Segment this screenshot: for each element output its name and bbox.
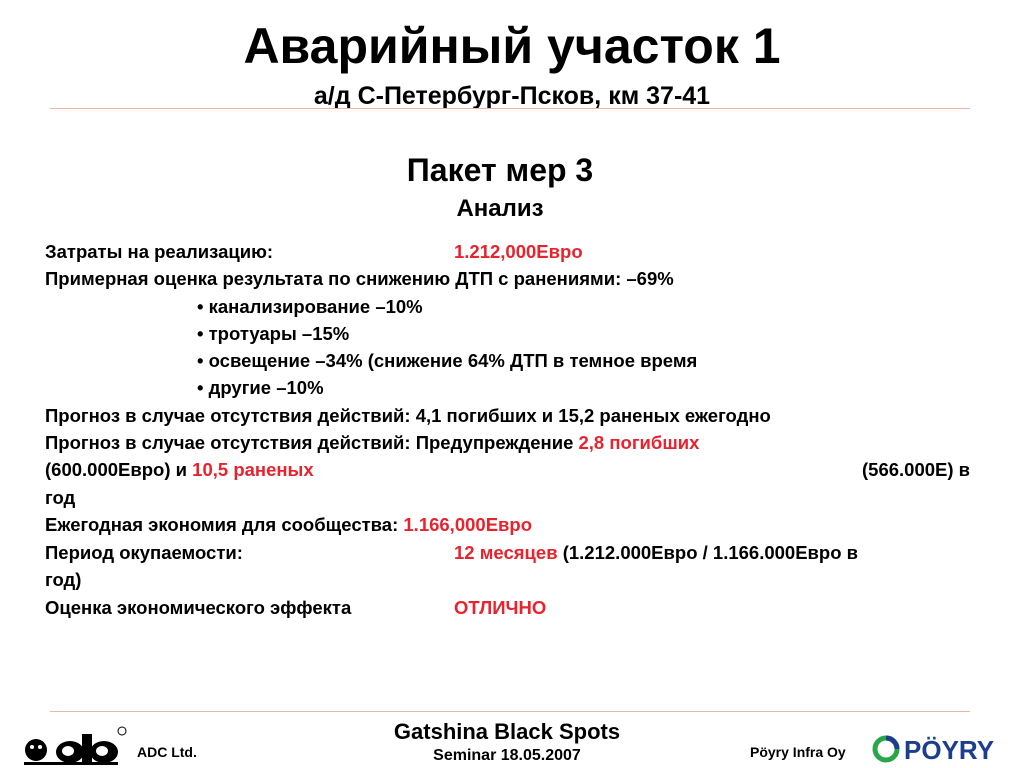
cost-row	[45, 238, 273, 265]
footer-title: Gatshina Black Spots	[393, 719, 621, 744]
savings-line	[45, 511, 532, 538]
prevention-cost-right: (566.000Е) в	[862, 459, 971, 480]
footer-subtitle: Seminar 18.05.2007	[433, 747, 581, 764]
prevention-injured: 10,5 раненых	[192, 459, 314, 480]
forecast-line: Прогноз в случае отсутствия действий: 4,1 погибших и 15,2 раненых ежегодно	[45, 405, 771, 426]
payback-value-row	[454, 539, 858, 566]
page-title: Аварийный участок 1	[243, 18, 781, 74]
payback-label: Период окупаемости:	[45, 542, 243, 563]
eval-value: ОТЛИЧНО	[454, 597, 547, 618]
eval-label: Оценка экономического эффекта	[45, 597, 352, 618]
cost-value: 1.212,000Евро	[454, 241, 583, 262]
prevention-line	[45, 429, 699, 456]
payback-detail: (1.212.000Евро / 1.166.000Евро в	[557, 542, 859, 563]
savings-value: 1.166,000Евро	[403, 514, 533, 535]
payback-value: 12 месяцев	[454, 542, 558, 563]
savings-label: Ежегодная экономия для сообщества:	[45, 514, 404, 535]
page-subtitle: а/д С-Петербург-Псков, км 37-41	[313, 82, 711, 110]
prevention-deaths: 2,8 погибших	[578, 432, 700, 453]
bullet-item: • освещение –34% (снижение 64% ДТП в темное время	[197, 350, 698, 371]
header-divider	[50, 108, 970, 109]
poyry-logo	[872, 733, 1020, 765]
prevention-cost-prefix: (600.000Евро) и	[45, 459, 193, 480]
prevention-prefix: Прогноз в случае отсутствия действий: Предупреждение	[45, 432, 579, 453]
poyry-logo-text: PÖYRY	[904, 735, 995, 765]
section-title: Пакет мер 3	[406, 152, 594, 188]
bullet-item: • другие –10%	[197, 377, 324, 398]
section-subtitle: Анализ	[456, 195, 544, 222]
footer-divider	[50, 711, 970, 712]
prevention-year: год	[45, 487, 76, 508]
cost-label: Затраты на реализацию:	[45, 241, 274, 262]
footer-left-company: ADC Ltd.	[137, 744, 197, 760]
bullet-item: • тротуары –15%	[197, 323, 350, 344]
estimate-line: Примерная оценка результата по снижению ДТП с ранениями: –69%	[45, 268, 674, 289]
footer-right-company: Pöyry Infra Oy	[750, 744, 846, 760]
payback-year: год)	[45, 569, 82, 590]
prevention-cost-line	[45, 456, 314, 483]
bullet-item: • канализирование –10%	[197, 296, 423, 317]
